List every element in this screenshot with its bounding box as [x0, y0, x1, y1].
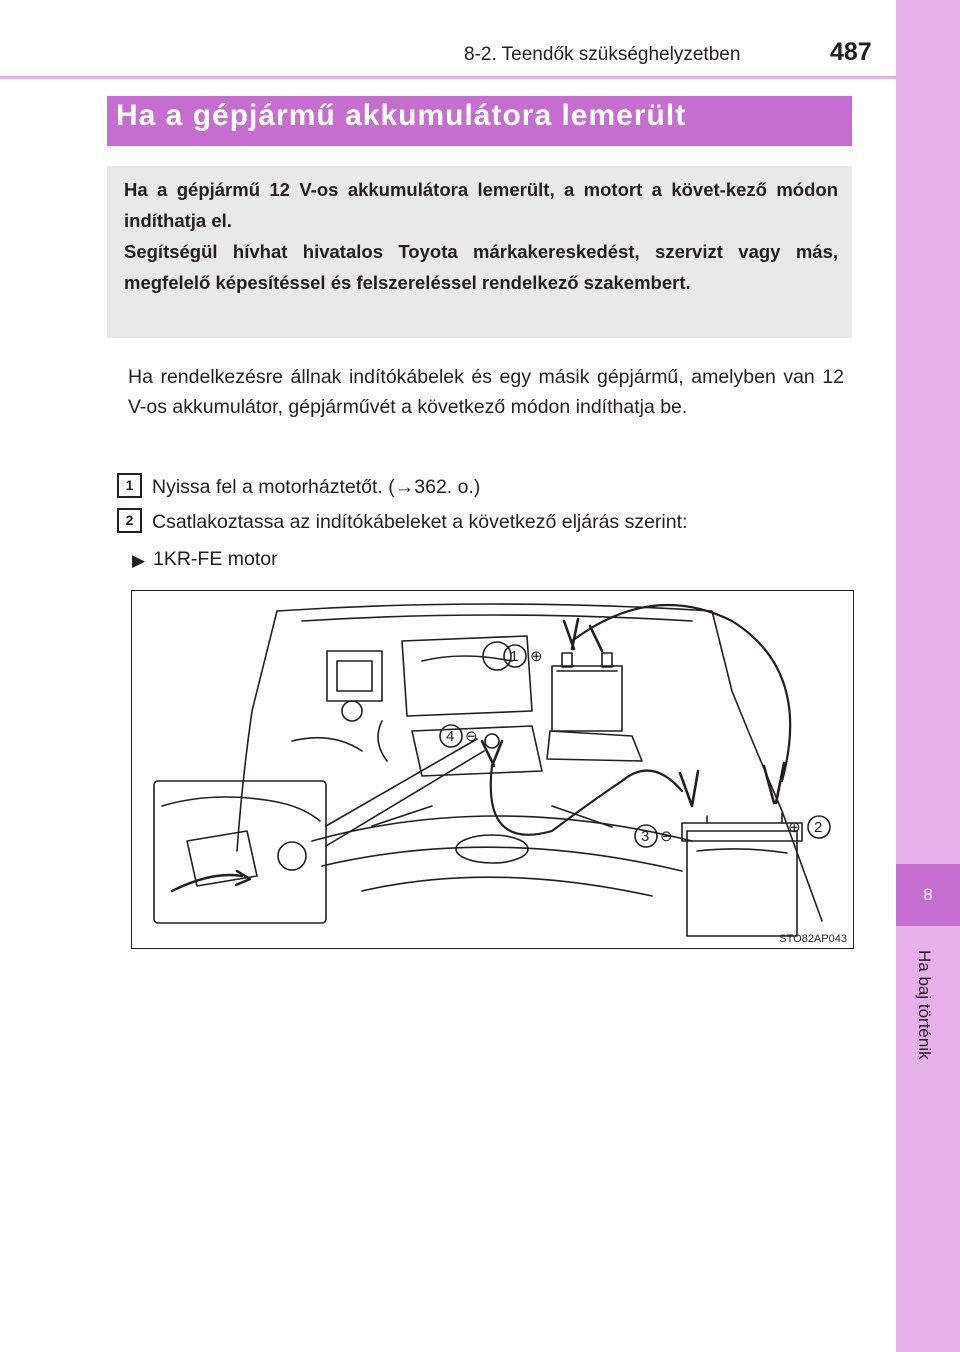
callout-4-sign: ⊖	[465, 728, 478, 745]
callout-2-number: 2	[814, 819, 823, 836]
page-number: 487	[830, 38, 872, 66]
callout-1-sign: ⊕	[530, 648, 543, 665]
step-number-1: 1	[117, 473, 142, 498]
chapter-number-tab[interactable]: 8	[896, 864, 960, 926]
callout-1-number: 1	[510, 648, 519, 665]
step-text-2: Csatlakoztassa az indítókábeleket a következő eljárás szerint:	[152, 511, 688, 533]
intro-text	[124, 174, 838, 298]
callout-2-sign: ⊕	[788, 819, 801, 836]
callout-3-number: 3	[641, 828, 650, 845]
illustration-code: STO82AP043	[779, 933, 847, 945]
callout-3-sign: ⊖	[660, 828, 673, 845]
step-number-2: 2	[117, 508, 142, 533]
intro-line: Ha a gépjármű 12 V-os akkumulátora lemerült, a motort a követ-kező módon indíthatja el.	[124, 179, 838, 231]
chapter-label: Ha baj történik	[915, 950, 934, 1060]
intro-line: Segítségül hívhat hivatalos Toyota márkakereskedést, szervizt vagy más, megfelelő képesítéssel és felszereléssel rendelkező szakembert.	[124, 241, 838, 293]
step-text-1: Nyissa fel a motorháztetőt. (→362. o.)	[152, 476, 481, 498]
engine-model-label: 1KR-FE motor	[153, 548, 278, 570]
body-paragraph: Ha rendelkezésre állnak indítókábelek és egy másik gépjármű, amelyben van 12 V-os akkumulátor, gépjárművét a következő módon indíthatja be.	[128, 366, 844, 418]
header-rule	[0, 76, 896, 79]
chapter-side-tab	[896, 0, 960, 1352]
engine-bay-drawing	[132, 591, 853, 948]
bullet-arrow-icon: ▶	[132, 551, 146, 570]
jump-start-illustration	[131, 590, 854, 949]
header-section-title: 8-2. Teendők szükséghelyzetben	[464, 44, 741, 65]
section-title: Ha a gépjármű akkumulátora lemerült	[116, 99, 687, 132]
callout-4-number: 4	[446, 728, 455, 745]
